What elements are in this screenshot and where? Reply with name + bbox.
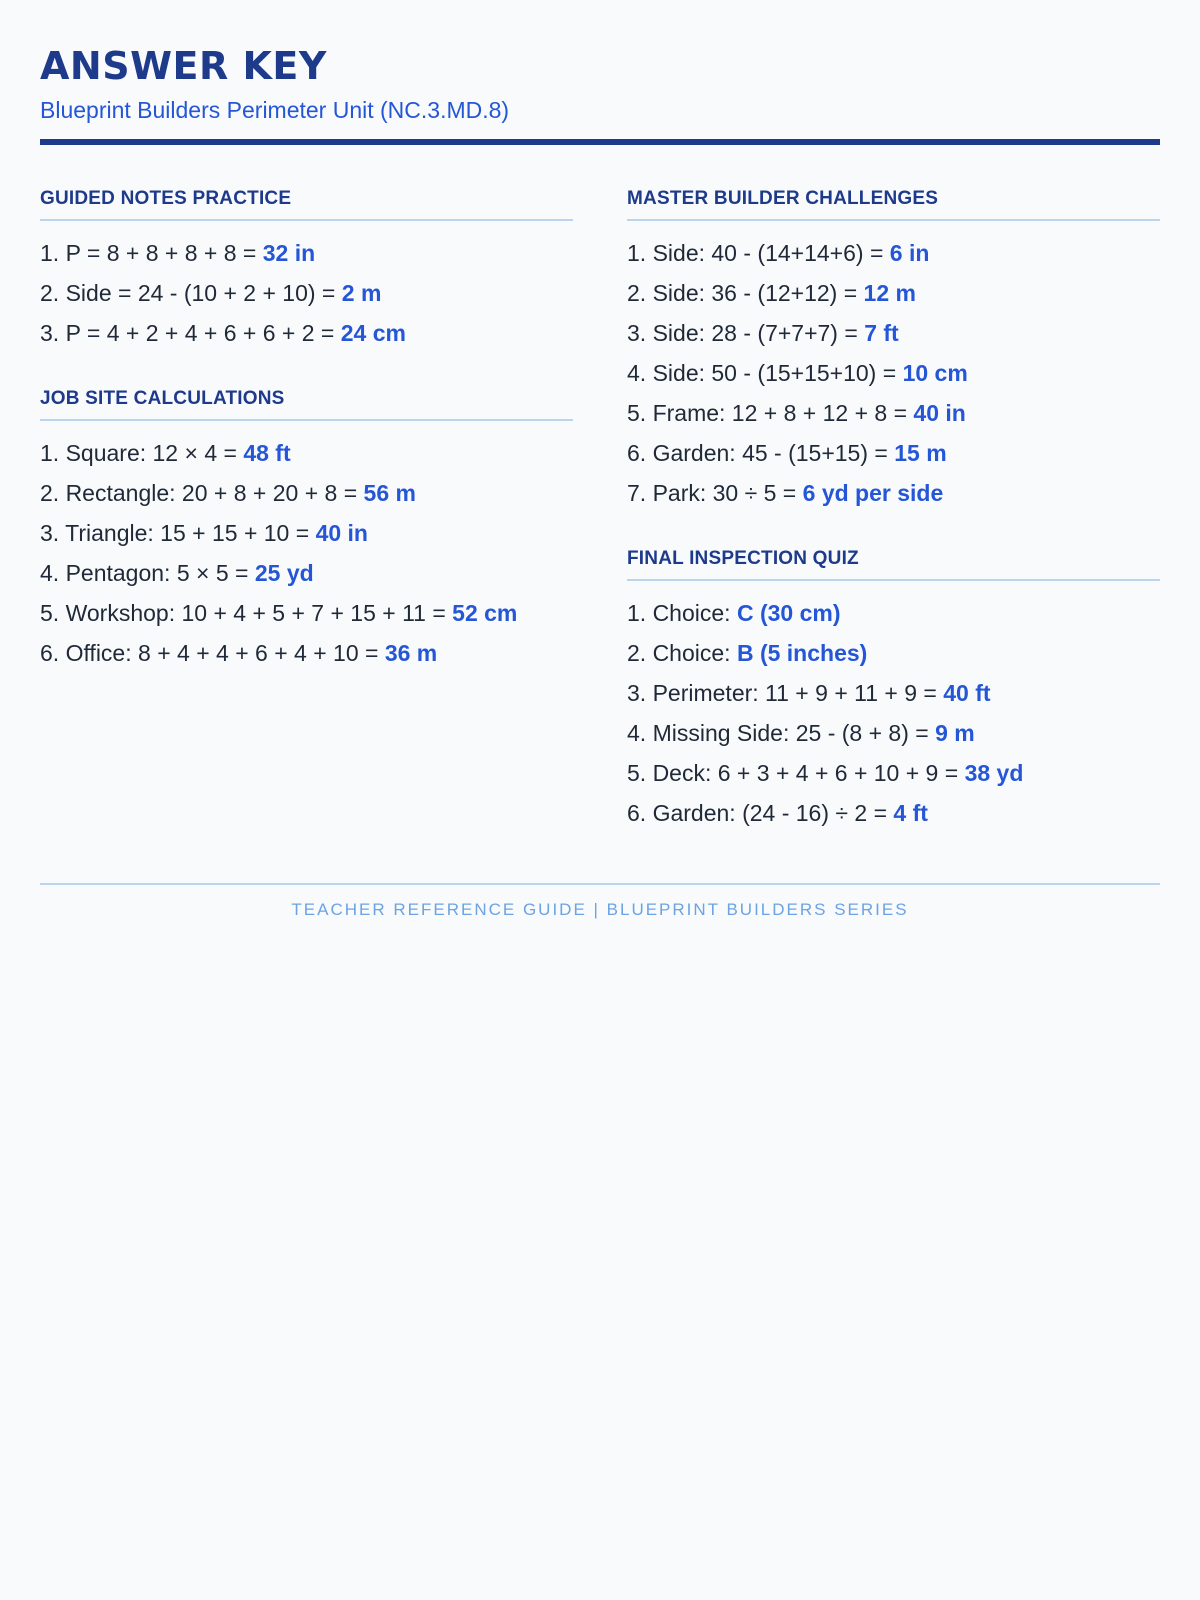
- answer-work: 5. Workshop: 10 + 4 + 5 + 7 + 15 + 11 =: [40, 600, 453, 626]
- answer-value: 6 yd per side: [802, 480, 944, 506]
- answer-value: 40 in: [913, 400, 966, 426]
- section-final-quiz: [627, 547, 1160, 833]
- answer-work: 5. Deck: 6 + 3 + 4 + 6 + 10 + 9 =: [627, 760, 965, 786]
- answer-value: 56 m: [363, 480, 416, 506]
- section-title: FINAL INSPECTION QUIZ: [627, 547, 1160, 581]
- answer-work: 2. Side = 24 - (10 + 2 + 10) =: [40, 280, 342, 306]
- answer-work: 1. Choice:: [627, 600, 737, 626]
- answer-item: [40, 553, 573, 593]
- answer-work: 4. Missing Side: 25 - (8 + 8) =: [627, 720, 936, 746]
- answer-item: [40, 513, 573, 553]
- answer-item: [627, 273, 1160, 313]
- answer-value: 4 ft: [893, 800, 928, 826]
- answer-work: 5. Frame: 12 + 8 + 12 + 8 =: [627, 400, 914, 426]
- page-header: [40, 0, 1160, 145]
- section-guided-notes: [40, 187, 573, 353]
- answer-value: C (30 cm): [736, 600, 841, 626]
- answer-item: [627, 633, 1160, 673]
- answer-work: 2. Choice:: [627, 640, 737, 666]
- answer-work: 3. P = 4 + 2 + 4 + 6 + 6 + 2 =: [40, 320, 341, 346]
- right-column: [627, 187, 1160, 867]
- section-job-site: [40, 387, 573, 673]
- header-divider: [40, 139, 1160, 145]
- answer-work: 2. Side: 36 - (12+12) =: [627, 280, 864, 306]
- answer-item: [627, 313, 1160, 353]
- answer-value: 15 m: [894, 440, 947, 466]
- answer-work: 6. Office: 8 + 4 + 4 + 6 + 4 + 10 =: [40, 640, 385, 666]
- section-master-builder: [627, 187, 1160, 513]
- answer-value: 40 in: [315, 520, 368, 546]
- left-column: [40, 187, 573, 867]
- page-subtitle: Blueprint Builders Perimeter Unit (NC.3.MD.8): [40, 97, 510, 123]
- answer-item: [40, 593, 573, 633]
- page-title: ANSWER KEY: [40, 44, 327, 88]
- answer-list: [40, 233, 573, 353]
- answer-value: 32 in: [262, 240, 316, 266]
- answer-item: [40, 633, 573, 673]
- answer-item: [627, 393, 1160, 433]
- answer-item: [40, 233, 573, 273]
- answer-item: [627, 433, 1160, 473]
- section-title: GUIDED NOTES PRACTICE: [40, 187, 573, 221]
- answer-value: 38 yd: [964, 760, 1024, 786]
- answer-list: [627, 593, 1160, 833]
- answer-value: 10 cm: [902, 360, 968, 386]
- answer-work: 1. Side: 40 - (14+14+6) =: [627, 240, 890, 266]
- answer-item: [40, 433, 573, 473]
- answer-item: [627, 793, 1160, 833]
- answer-value: 7 ft: [864, 320, 899, 346]
- answer-value: 2 m: [341, 280, 382, 306]
- answer-work: 7. Park: 30 ÷ 5 =: [627, 480, 803, 506]
- answer-value: 24 cm: [340, 320, 406, 346]
- answer-item: [627, 233, 1160, 273]
- answer-work: 3. Perimeter: 11 + 9 + 11 + 9 =: [627, 680, 944, 706]
- answer-value: 6 in: [889, 240, 930, 266]
- answer-value: 25 yd: [254, 560, 314, 586]
- answer-value: 52 cm: [452, 600, 518, 626]
- answer-work: 3. Side: 28 - (7+7+7) =: [627, 320, 865, 346]
- answer-list: [40, 433, 573, 673]
- answer-work: 2. Rectangle: 20 + 8 + 20 + 8 =: [40, 480, 364, 506]
- page-footer: [40, 883, 1160, 921]
- answer-item: [40, 473, 573, 513]
- answer-item: [627, 473, 1160, 513]
- section-title: MASTER BUILDER CHALLENGES: [627, 187, 1160, 221]
- answer-value: 36 m: [384, 640, 438, 666]
- footer-text: TEACHER REFERENCE GUIDE | BLUEPRINT BUILDERS SERIES: [291, 900, 909, 919]
- answer-value: 9 m: [935, 720, 975, 746]
- answer-work: 4. Pentagon: 5 × 5 =: [40, 560, 255, 586]
- answer-value: 40 ft: [943, 680, 991, 706]
- answer-value: 48 ft: [243, 440, 291, 466]
- answer-work: 1. P = 8 + 8 + 8 + 8 =: [40, 240, 263, 266]
- answer-work: 6. Garden: (24 - 16) ÷ 2 =: [627, 800, 894, 826]
- answer-item: [40, 273, 573, 313]
- answer-work: 1. Square: 12 × 4 =: [40, 440, 244, 466]
- answer-value: 12 m: [863, 280, 916, 306]
- answer-work: 3. Triangle: 15 + 15 + 10 =: [40, 520, 316, 546]
- answer-item: [627, 593, 1160, 633]
- answer-item: [627, 713, 1160, 753]
- answer-item: [627, 673, 1160, 713]
- section-title: JOB SITE CALCULATIONS: [40, 387, 573, 421]
- answer-work: 4. Side: 50 - (15+15+10) =: [627, 360, 903, 386]
- answer-item: [40, 313, 573, 353]
- answer-item: [627, 753, 1160, 793]
- content-columns: [40, 187, 1160, 867]
- answer-work: 6. Garden: 45 - (15+15) =: [627, 440, 895, 466]
- answer-value: B (5 inches): [736, 640, 868, 666]
- answer-list: [627, 233, 1160, 513]
- answer-item: [627, 353, 1160, 393]
